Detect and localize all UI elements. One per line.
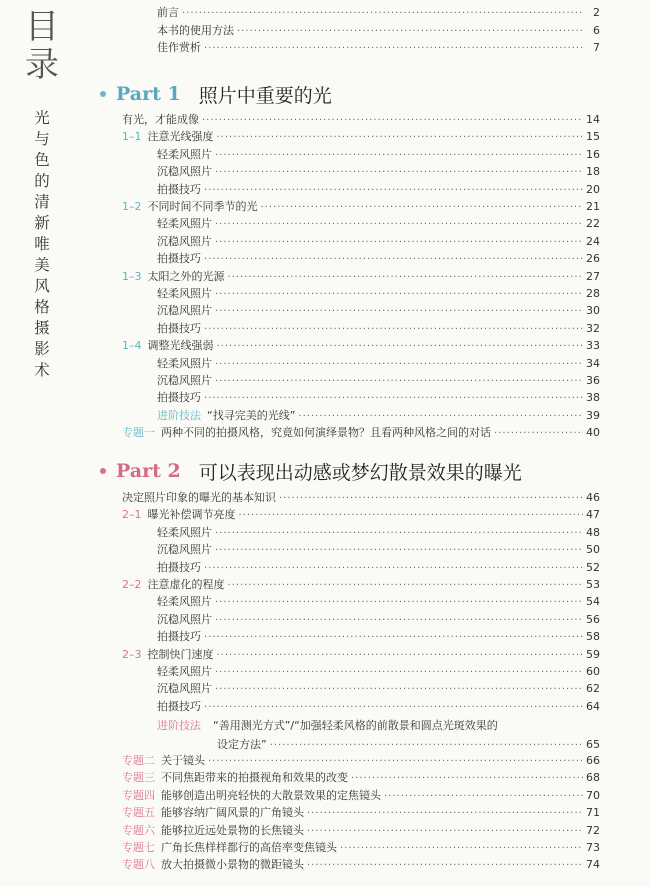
- leader-dots: [261, 199, 584, 216]
- entry-number: 专题八: [122, 858, 155, 872]
- leader-dots: [204, 390, 583, 407]
- vertical-title-char: 清: [34, 193, 50, 211]
- entry-page-number: 54: [586, 595, 600, 609]
- toc-entry[interactable]: [157, 233, 600, 250]
- toc-entry[interactable]: [157, 320, 600, 337]
- toc-entry-special[interactable]: [122, 787, 600, 804]
- leader-dots: [217, 338, 584, 355]
- vertical-title-char: 唯: [34, 235, 50, 253]
- entry-label: 拍摄技巧: [157, 630, 201, 644]
- toc-entry[interactable]: [157, 524, 600, 541]
- entry-label: 调整光线强弱: [147, 339, 214, 353]
- toc-entry[interactable]: [122, 576, 600, 593]
- entry-page-number: 47: [586, 508, 600, 522]
- entry-page-number: 2: [593, 6, 600, 19]
- entry-page-number: 39: [586, 408, 600, 422]
- entry-page-number: 18: [586, 165, 600, 179]
- leader-dots: [494, 425, 583, 442]
- leader-dots: [215, 147, 583, 164]
- toc-entry-front[interactable]: [157, 39, 600, 56]
- entry-label: 放大拍摄微小景物的微距镜头: [161, 858, 304, 872]
- entry-label: 拍摄技巧: [157, 182, 201, 196]
- entry-page-number: 26: [586, 252, 600, 266]
- entry-page-number: 64: [586, 699, 600, 713]
- toc-entry[interactable]: [157, 663, 600, 680]
- toc-entry[interactable]: [157, 250, 600, 267]
- entry-label: 能够容纳广阔风景的广角镜头: [161, 806, 304, 820]
- entry-label: “善用测光方式”/“加强轻柔风格的前散景和圆点光斑效果的: [213, 719, 498, 732]
- entry-page-number: 14: [586, 113, 600, 126]
- entry-label: 不同时间不同季节的光: [147, 200, 258, 213]
- entry-label: 拍摄技巧: [157, 391, 201, 405]
- entry-number: 进阶技法: [157, 408, 201, 422]
- entry-label: 轻柔风照片: [157, 217, 212, 231]
- toc-entry[interactable]: [157, 389, 600, 406]
- part-number: Part 1: [116, 83, 181, 105]
- leader-dots: [217, 129, 584, 146]
- leader-dots: [215, 164, 583, 181]
- leader-dots: [215, 373, 583, 390]
- leader-dots: [204, 251, 583, 268]
- toc-entry[interactable]: [157, 680, 600, 697]
- toc-entry-advanced[interactable]: [157, 717, 600, 753]
- leader-dots: [384, 788, 583, 805]
- toc-entry-special[interactable]: [122, 822, 600, 839]
- leader-dots: [202, 112, 583, 129]
- part2-heading[interactable]: [100, 457, 522, 485]
- toc-entry[interactable]: [157, 593, 600, 610]
- entry-page-number: 21: [586, 200, 600, 213]
- entry-label: 沉稳风照片: [157, 374, 212, 387]
- toc-entry[interactable]: [122, 128, 600, 145]
- entry-page-number: 68: [586, 771, 600, 785]
- vertical-title-char: 与: [34, 130, 50, 148]
- entry-label: 沉稳风照片: [157, 165, 212, 179]
- entry-page-number: 22: [586, 217, 600, 231]
- entry-label: 本书的使用方法: [157, 23, 234, 37]
- toc-entry-special[interactable]: [122, 856, 600, 873]
- entry-page-number: 52: [586, 560, 600, 574]
- entry-label: 设定方法”: [217, 738, 267, 751]
- toc-entry[interactable]: [122, 111, 600, 128]
- leader-dots: [340, 840, 583, 857]
- toc-entry-special[interactable]: [122, 804, 600, 821]
- toc-entry-special[interactable]: [122, 752, 600, 769]
- leader-dots: [204, 40, 583, 57]
- toc-entry-special[interactable]: [122, 424, 600, 441]
- entry-label: 有光，才能成像: [122, 113, 199, 126]
- entry-label: 沉稳风照片: [157, 543, 212, 557]
- toc-entry[interactable]: [122, 198, 600, 215]
- advanced-line-1: [157, 717, 600, 734]
- entry-label: 拍摄技巧: [157, 560, 201, 574]
- entry-page-number: 6: [593, 23, 600, 37]
- leader-dots: [204, 321, 583, 338]
- entry-label: 太阳之外的光源: [147, 269, 225, 283]
- entry-number: 专题二: [122, 754, 155, 767]
- entry-label: 前言: [157, 6, 179, 19]
- entry-label: 能够拉近远处景物的长焦镜头: [161, 823, 304, 837]
- entry-label: 沉稳风照片: [157, 682, 212, 696]
- entry-page-number: 32: [586, 321, 600, 335]
- leader-dots: [239, 507, 584, 524]
- toc-entry[interactable]: [157, 163, 600, 180]
- toc-entry[interactable]: [157, 611, 600, 628]
- entry-page-number: 48: [586, 525, 600, 539]
- toc-entry[interactable]: [157, 146, 600, 163]
- entry-page-number: 58: [586, 630, 600, 644]
- entry-label: 决定照片印象的曝光的基本知识: [122, 491, 276, 504]
- entry-page-number: 66: [586, 754, 600, 767]
- entry-page-number: 70: [586, 788, 600, 802]
- entry-number: 专题一: [122, 426, 155, 440]
- toc-entry[interactable]: [157, 302, 600, 319]
- leader-dots: [215, 681, 583, 698]
- leader-dots: [215, 234, 583, 251]
- leader-dots: [215, 664, 583, 681]
- entry-page-number: 27: [586, 269, 600, 283]
- toc-entry-special[interactable]: [122, 839, 600, 856]
- title-char: 录: [25, 45, 59, 85]
- part-title: 照片中重要的光: [198, 84, 332, 107]
- entry-page-number: 74: [586, 858, 600, 872]
- leader-dots: [204, 629, 583, 646]
- entry-label: 轻柔风照片: [157, 665, 212, 678]
- entry-page-number: 65: [586, 738, 600, 751]
- entry-page-number: 50: [586, 543, 600, 557]
- leader-dots: [215, 525, 583, 542]
- toc-entry[interactable]: [157, 372, 600, 389]
- bullet-dot-icon: [100, 468, 106, 474]
- entry-label: 不同焦距带来的拍摄视角和效果的改变: [161, 771, 348, 785]
- entry-page-number: 59: [586, 647, 600, 661]
- leader-dots: [228, 577, 584, 594]
- leader-dots: [307, 823, 583, 840]
- vertical-title-char: 色: [34, 151, 50, 169]
- leader-dots: [217, 647, 584, 664]
- entry-page-number: 72: [586, 823, 600, 837]
- leader-dots: [204, 182, 583, 199]
- entry-label: 关于镜头: [161, 754, 205, 767]
- entry-page-number: 28: [586, 287, 600, 300]
- title-char: 目: [25, 7, 59, 47]
- leader-dots: [215, 303, 583, 320]
- entry-label: 佳作赏析: [157, 41, 201, 54]
- vertical-title-char: 美: [34, 256, 50, 274]
- entry-page-number: 60: [586, 665, 600, 678]
- entry-page-number: 16: [586, 147, 600, 161]
- entry-page-number: 7: [593, 41, 600, 54]
- entry-page-number: 33: [586, 339, 600, 353]
- entry-label: 曝光补偿调节亮度: [147, 508, 236, 522]
- entry-label: 两种不同的拍摄风格，究竟如何演绎景物？且看两种风格之间的对话: [161, 426, 491, 440]
- leader-dots: [237, 23, 583, 40]
- book-vertical-title: [30, 108, 54, 381]
- toc-entry-front[interactable]: [157, 4, 600, 21]
- entry-page-number: 38: [586, 391, 600, 405]
- entry-number: 2–1: [122, 508, 142, 522]
- entry-page-number: 34: [586, 356, 600, 370]
- part-title: 可以表现出动感或梦幻散景效果的曝光: [198, 461, 522, 484]
- entry-label: “找寻完美的光线”: [207, 408, 296, 422]
- vertical-title-char: 风: [34, 277, 50, 295]
- toc-entry[interactable]: [122, 337, 600, 354]
- leader-dots: [208, 753, 583, 770]
- entry-label: 沉稳风照片: [157, 234, 212, 248]
- entry-page-number: 73: [586, 841, 600, 854]
- toc-entry[interactable]: [157, 541, 600, 558]
- leader-dots: [307, 805, 583, 822]
- toc-big-title: [20, 8, 64, 84]
- toc-entry[interactable]: [157, 355, 600, 372]
- leader-dots: [204, 699, 583, 716]
- entry-number: 2–2: [122, 578, 142, 591]
- part1-heading[interactable]: [100, 80, 332, 108]
- part-number: Part 2: [116, 460, 181, 482]
- entry-number: 专题七: [122, 841, 155, 854]
- entry-label: 注意虚化的程度: [147, 578, 225, 591]
- entry-number: 专题五: [122, 806, 155, 820]
- entry-number: 专题三: [122, 771, 155, 785]
- entry-label: 广角长焦样样都行的高倍率变焦镜头: [161, 841, 337, 854]
- leader-dots: [215, 356, 583, 373]
- leader-dots: [351, 770, 583, 787]
- entry-page-number: 40: [586, 426, 600, 440]
- leader-dots: [215, 286, 583, 303]
- leader-dots: [215, 542, 583, 559]
- leader-dots: [215, 216, 583, 233]
- entry-page-number: 62: [586, 682, 600, 696]
- entry-page-number: 20: [586, 182, 600, 196]
- entry-number: 1–4: [122, 339, 142, 353]
- entry-page-number: 53: [586, 578, 600, 591]
- toc-entry[interactable]: [122, 646, 600, 663]
- leader-dots: [215, 612, 583, 629]
- toc-entry[interactable]: [157, 285, 600, 302]
- vertical-title-char: 光: [34, 109, 50, 127]
- entry-page-number: 56: [586, 612, 600, 626]
- entry-number: 进阶技法: [157, 719, 201, 732]
- toc-entry[interactable]: [157, 628, 600, 645]
- leader-dots: [228, 269, 584, 286]
- vertical-title-char: 的: [34, 172, 50, 190]
- entry-label: 拍摄技巧: [157, 252, 201, 266]
- entry-page-number: 71: [586, 806, 600, 820]
- leader-dots: [298, 408, 583, 425]
- vertical-title-char: 格: [34, 298, 50, 316]
- leader-dots: [307, 857, 583, 874]
- bullet-dot-icon: [100, 91, 106, 97]
- leader-dots: [182, 5, 583, 22]
- entry-label: 拍摄技巧: [157, 321, 201, 335]
- vertical-title-char: 影: [34, 340, 50, 358]
- entry-label: 沉稳风照片: [157, 304, 212, 318]
- entry-number: 1–2: [122, 200, 142, 213]
- vertical-title-char: 摄: [34, 319, 50, 337]
- entry-label: 轻柔风照片: [157, 525, 212, 539]
- toc-entry[interactable]: [122, 268, 600, 285]
- toc-entry[interactable]: [157, 181, 600, 198]
- leader-dots: [215, 594, 583, 611]
- advanced-line-2: [157, 736, 600, 753]
- entry-label: 沉稳风照片: [157, 612, 212, 626]
- entry-number: 2–3: [122, 647, 142, 661]
- toc-entry-advanced[interactable]: [157, 407, 600, 424]
- entry-label: 轻柔风照片: [157, 595, 212, 609]
- toc-entry-front[interactable]: [157, 22, 600, 39]
- vertical-title-char: 新: [34, 214, 50, 232]
- leader-dots: [279, 490, 583, 507]
- entry-label: 轻柔风照片: [157, 287, 212, 300]
- entry-label: 注意光线强度: [147, 130, 214, 144]
- entry-page-number: 30: [586, 304, 600, 318]
- entry-page-number: 24: [586, 234, 600, 248]
- entry-number: 专题六: [122, 823, 155, 837]
- entry-label: 轻柔风照片: [157, 147, 212, 161]
- entry-number: 专题四: [122, 788, 155, 802]
- leader-dots: [204, 560, 583, 577]
- entry-page-number: 36: [586, 374, 600, 387]
- entry-label: 拍摄技巧: [157, 699, 201, 713]
- entry-number: 1–1: [122, 130, 142, 144]
- entry-label: 轻柔风照片: [157, 356, 212, 370]
- entry-label: 能够创造出明亮轻快的大散景效果的定焦镜头: [161, 788, 381, 802]
- toc-entry[interactable]: [157, 559, 600, 576]
- toc-entry[interactable]: [122, 489, 600, 506]
- toc-entry[interactable]: [122, 506, 600, 523]
- entry-page-number: 15: [586, 130, 600, 144]
- toc-entry-special[interactable]: [122, 769, 600, 786]
- toc-entry[interactable]: [157, 698, 600, 715]
- vertical-title-char: 术: [34, 361, 50, 379]
- entry-label: 控制快门速度: [147, 647, 214, 661]
- toc-entry[interactable]: [157, 215, 600, 232]
- entry-number: 1–3: [122, 269, 142, 283]
- entry-page-number: 46: [586, 491, 600, 504]
